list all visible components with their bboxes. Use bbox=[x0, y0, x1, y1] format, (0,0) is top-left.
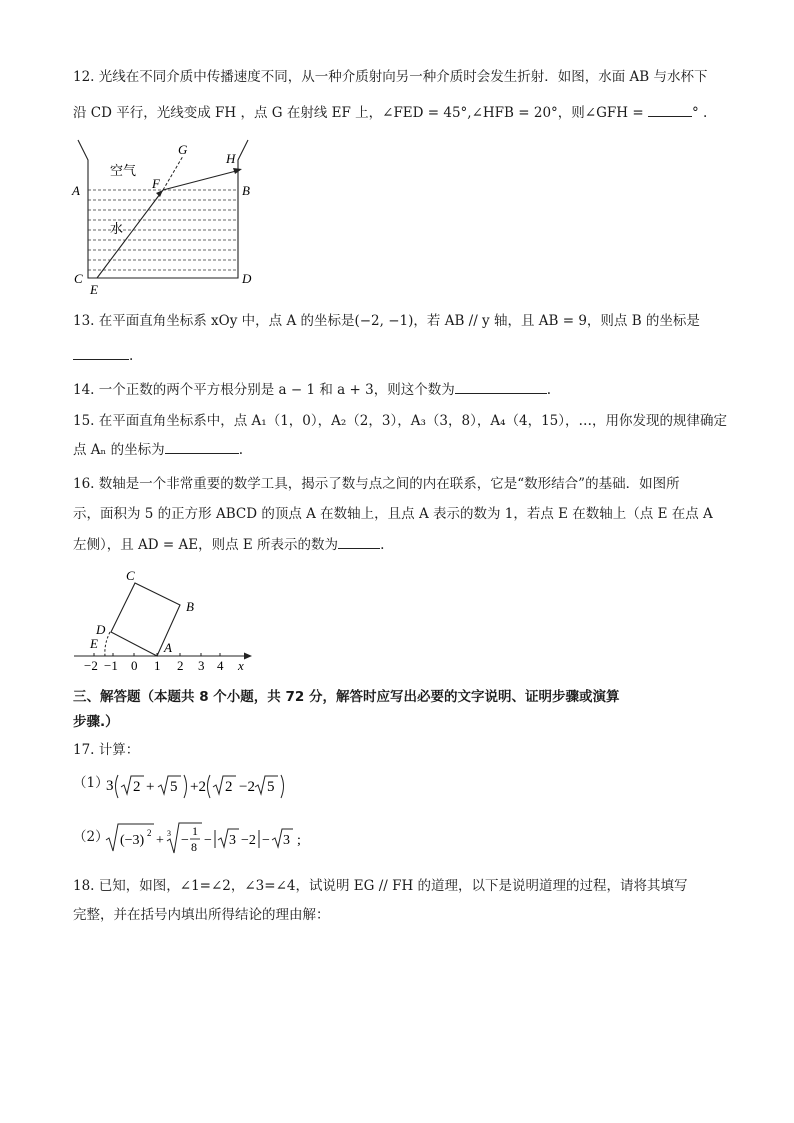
label-b: B bbox=[242, 183, 250, 198]
q15-line1: 15. 在平面直角坐标系中，点 A₁（1，0），A₂（2，3），A₃（3，8），A₄（4，15），…，用你发现的规律确定 bbox=[73, 413, 727, 429]
label-x: x bbox=[238, 658, 244, 673]
section3-heading-line2: 步骤.） bbox=[73, 714, 119, 730]
tick-label: 1 bbox=[154, 658, 161, 673]
q18-line2: 完整，并在括号内填出所得结论的理由解： bbox=[73, 907, 330, 923]
label-g: G bbox=[178, 142, 188, 157]
svg-text:;: ; bbox=[297, 833, 301, 848]
q16-end: . bbox=[380, 537, 385, 553]
section3-heading-line1: 三、解答题（本题共 8 个小题，共 72 分，解答时应写出必要的文字说明、证明步骤或演算 bbox=[73, 689, 620, 705]
label-d: D bbox=[242, 271, 252, 286]
svg-text:8: 8 bbox=[191, 840, 197, 854]
svg-text:−: − bbox=[181, 833, 189, 848]
q12-line1: 12. 光线在不同介质中传播速度不同，从一种介质射向另一种介质时会发生折射．如图，水面 AB 与水杯下 bbox=[73, 69, 708, 85]
label-c: C bbox=[126, 568, 135, 583]
label-e: E bbox=[90, 282, 98, 297]
label-d: D bbox=[96, 622, 106, 637]
q16-line2: 示，面积为 5 的正方形 ABCD 的顶点 A 在数轴上，且点 A 表示的数为 1，若点 E 在数轴上（点 E 在点 A bbox=[73, 506, 713, 522]
q17-title: 17. 计算： bbox=[73, 742, 140, 758]
label-f: F bbox=[152, 176, 160, 191]
svg-text:3: 3 bbox=[106, 778, 114, 794]
q16-line3 bbox=[73, 536, 384, 554]
svg-text:3: 3 bbox=[283, 833, 290, 848]
q16-line1: 16. 数轴是一个非常重要的数学工具，揭示了数与点之间的内在联系，它是“数形结合”的基础．如图所 bbox=[73, 476, 680, 492]
q17-part1-label: （1） bbox=[73, 775, 109, 791]
label-air: 空气 bbox=[110, 164, 137, 179]
label-c: C bbox=[74, 271, 83, 286]
label-water: 水 bbox=[110, 222, 124, 237]
q12-line2-text: 沿 CD 平行，光线变成 FH ，点 G 在射线 EF 上，∠FED = 45°,∠HFB = 20°，则∠GFH = bbox=[73, 105, 648, 121]
q15-line2 bbox=[73, 441, 243, 459]
ray-fg-dashed bbox=[163, 156, 183, 190]
q12-figure bbox=[70, 136, 270, 298]
svg-text:+: + bbox=[146, 779, 155, 795]
q12-answer-blank bbox=[648, 104, 692, 117]
tick-label: 0 bbox=[131, 658, 138, 673]
q14-line bbox=[73, 381, 551, 399]
svg-text:−2: −2 bbox=[239, 779, 255, 795]
ray-fh bbox=[163, 170, 240, 190]
q17-expr1 bbox=[104, 770, 294, 800]
svg-text:2: 2 bbox=[225, 779, 233, 795]
arc-de bbox=[105, 632, 110, 656]
q13-line2-end: . bbox=[129, 348, 134, 364]
label-e: E bbox=[90, 636, 98, 651]
tick-label: 3 bbox=[198, 658, 205, 673]
cup-outline bbox=[78, 140, 248, 278]
tick-label: 2 bbox=[177, 658, 184, 673]
label-b: B bbox=[186, 599, 194, 614]
q17-part2-label: （2） bbox=[73, 829, 109, 845]
label-a: A bbox=[72, 183, 80, 198]
svg-text:+2: +2 bbox=[190, 779, 206, 795]
svg-text:+: + bbox=[156, 833, 164, 848]
q16-text: 左侧），且 AD = AE，则点 E 所表示的数为 bbox=[73, 537, 339, 553]
label-h: H bbox=[226, 151, 236, 166]
q15-answer-blank bbox=[165, 441, 239, 454]
tick-label: 4 bbox=[217, 658, 224, 673]
q17-expr2 bbox=[104, 818, 314, 858]
q16-answer-blank bbox=[338, 536, 380, 549]
tick-label: −1 bbox=[104, 658, 118, 673]
svg-text:(−3): (−3) bbox=[120, 833, 145, 848]
svg-text:−: − bbox=[204, 833, 212, 848]
svg-text:3: 3 bbox=[229, 833, 236, 848]
tick-label: −2 bbox=[84, 658, 98, 673]
q14-text: 14. 一个正数的两个平方根分别是 a − 1 和 a + 3，则这个数为 bbox=[73, 382, 455, 398]
q12-line2-end: ° . bbox=[691, 105, 708, 121]
svg-text:−: − bbox=[262, 833, 270, 848]
q16-figure bbox=[70, 564, 260, 674]
ray-ef bbox=[97, 190, 163, 278]
label-a: A bbox=[164, 640, 172, 655]
svg-text:3: 3 bbox=[167, 829, 171, 838]
q15-end: . bbox=[238, 442, 243, 458]
q18-line1: 18. 已知，如图，∠1=∠2，∠3=∠4，试说明 EG // FH 的道理，以下是说明道理的过程，请将其填写 bbox=[73, 878, 688, 894]
q13-answer-blank bbox=[73, 347, 129, 360]
axis-arrow bbox=[244, 653, 252, 660]
q14-answer-blank bbox=[455, 381, 547, 394]
svg-text:5: 5 bbox=[267, 779, 275, 795]
ray-ef-arrow bbox=[156, 190, 163, 197]
svg-text:5: 5 bbox=[170, 779, 178, 795]
svg-text:1: 1 bbox=[192, 824, 198, 838]
svg-text:2: 2 bbox=[133, 779, 141, 795]
q13-line2 bbox=[73, 347, 133, 365]
q14-end: . bbox=[546, 382, 551, 398]
q13-line1: 13. 在平面直角坐标系 xOy 中，点 A 的坐标是(−2, −1)，若 AB // y 轴，且 AB = 9，则点 B 的坐标是 bbox=[73, 313, 700, 329]
svg-text:−2: −2 bbox=[241, 833, 256, 848]
q15-text: 点 Aₙ 的坐标为 bbox=[73, 442, 165, 458]
q12-line2 bbox=[73, 104, 707, 122]
svg-text:2: 2 bbox=[147, 828, 152, 838]
